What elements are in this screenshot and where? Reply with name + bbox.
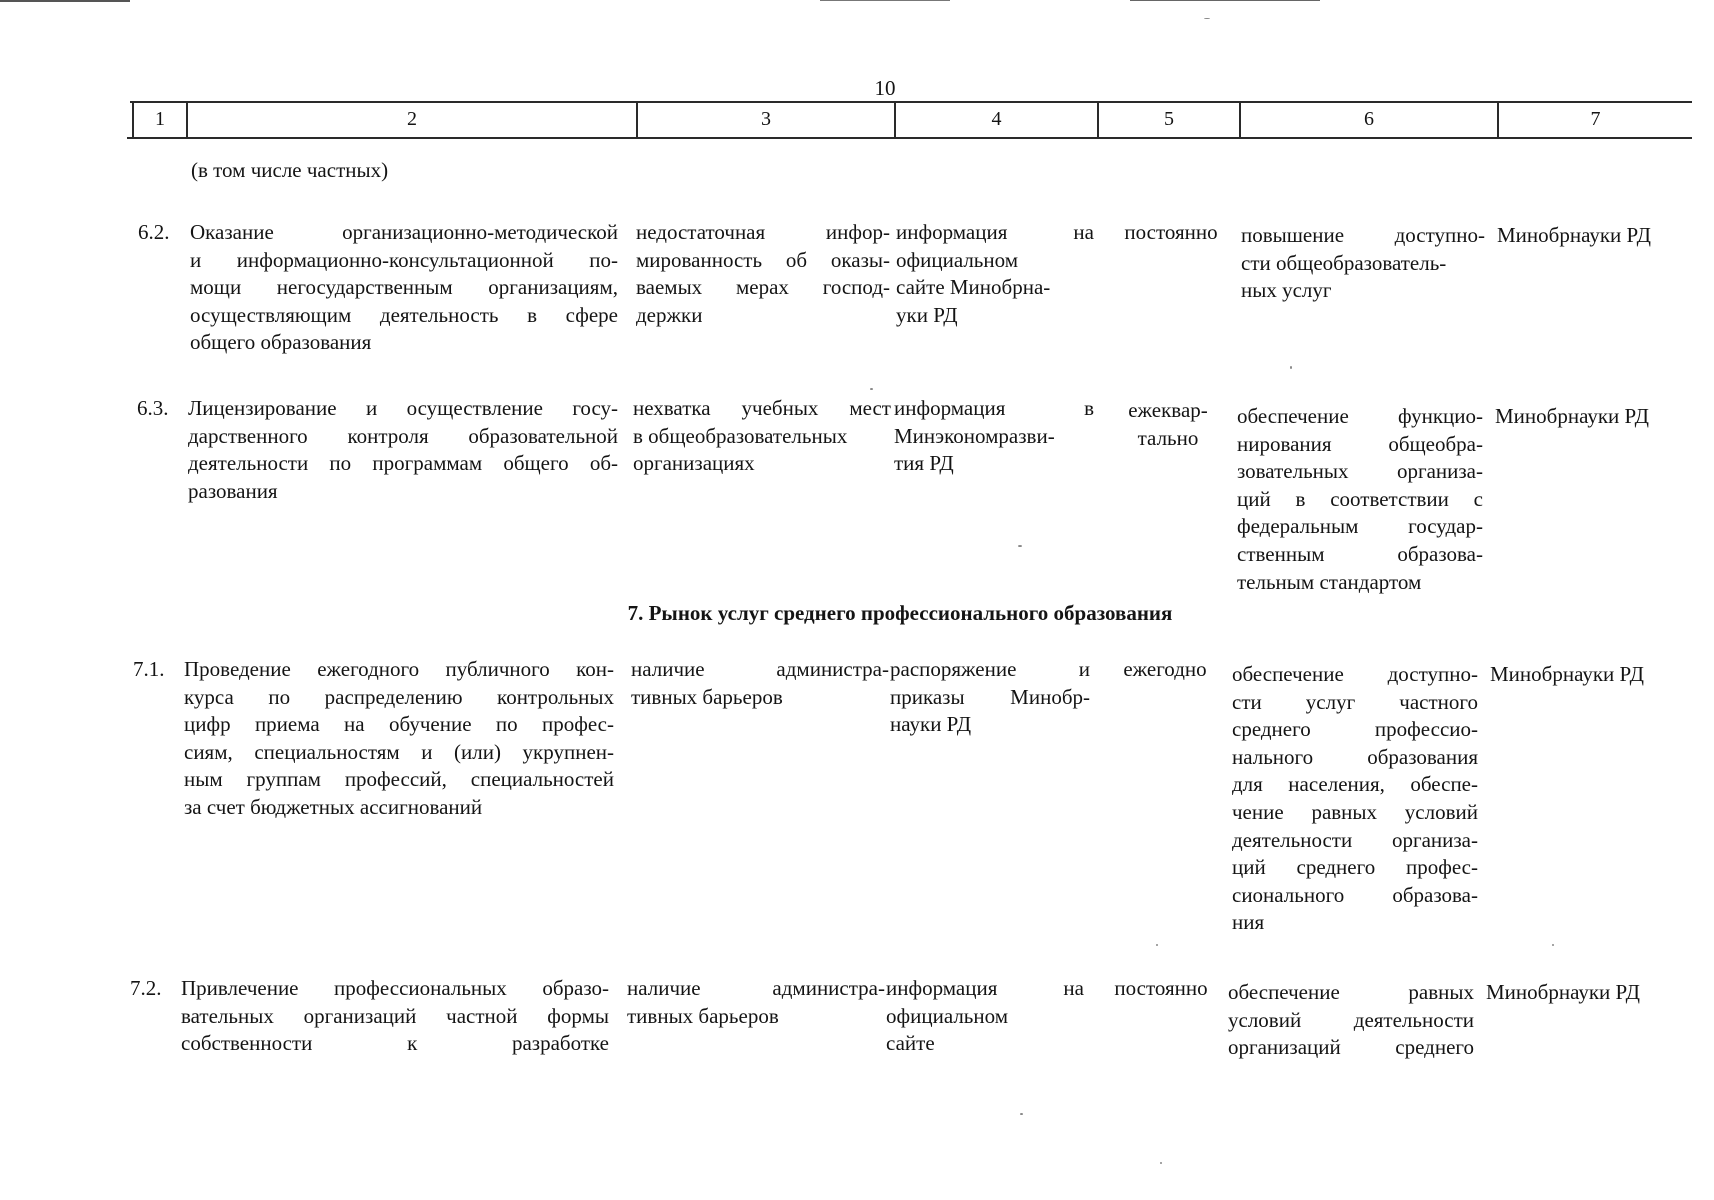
header-bottom-rule: [127, 137, 1692, 139]
document-cell: информация на официальном сайте: [886, 976, 1084, 1056]
problem-cell: наличие администра- тивных барьеров: [627, 976, 885, 1028]
row-number: 7.2.: [130, 976, 162, 1000]
section-title: 7. Рынок услуг среднего профессионального образования: [627, 601, 1173, 625]
row-number: 6.2.: [138, 220, 170, 244]
scan-speck: [1156, 944, 1158, 946]
header-col-2: 2: [407, 108, 417, 130]
continuation-text: (в том числе частных): [191, 158, 389, 182]
scan-speck: [1018, 545, 1022, 547]
problem-cell: нехватка учебных мест в общеобразовательных организациях: [633, 396, 891, 476]
scan-speck: [1020, 1113, 1023, 1115]
responsible-cell: Минобрнауки РД: [1495, 404, 1649, 428]
responsible-cell: Минобрнауки РД: [1490, 662, 1644, 686]
scan-speck: [1160, 1162, 1162, 1164]
header-col-6: 6: [1364, 108, 1374, 130]
document-cell: информация в Минэкономразви- тия РД: [894, 396, 1094, 476]
header-col-7: 7: [1590, 108, 1601, 130]
header-col-4: 4: [991, 108, 1002, 130]
result-cell: повышение доступно- сти общеобразователь- ных услуг: [1241, 223, 1485, 303]
problem-cell: недостаточная инфор- мированность об оказы- ваемых мерах господ- держки: [636, 220, 890, 327]
problem-cell: наличие администра- тивных барьеров: [631, 657, 889, 709]
scan-edge-mark: [1130, 0, 1320, 1]
header-col-5: 5: [1164, 108, 1174, 130]
scan-speck: [870, 388, 873, 390]
deadline-cell: ежегодно: [1123, 657, 1207, 681]
scan-speck: [1204, 18, 1210, 19]
deadline-cell: постоянно: [1114, 976, 1208, 1000]
result-cell: обеспечение доступно- сти услуг частного среднего профессио- нального образования для населения, обеспе- чение равных условий деятельности организа- ций среднего профес- сионального образова- ния: [1232, 662, 1478, 935]
scan-edge-mark: [820, 0, 950, 1]
header-col-1: 1: [155, 108, 165, 130]
activity-cell: Лицензирование и осуществление госу- дарственного контроля образовательной деятельности по программам общего об- разования: [188, 396, 618, 503]
deadline-cell: ежеквар- тально: [1128, 398, 1208, 450]
document-cell: распоряжение и приказы Минобр- науки РД: [890, 657, 1090, 737]
scan-speck: [1552, 944, 1554, 946]
document-cell: информация на официальном сайте Минобрна- уки РД: [896, 220, 1094, 327]
result-cell: обеспечение равных условий деятельности организаций среднего: [1228, 980, 1474, 1060]
activity-cell: Проведение ежегодного публичного кон- курса по распределению контрольных цифр приема на обучение по профес- сиям, специальностям и (или) укрупнен- ным группам профессий, специальностей за счет бюджетных ассигнований: [184, 657, 614, 819]
deadline-cell: постоянно: [1124, 220, 1218, 244]
row-number: 7.1.: [133, 657, 165, 681]
result-cell: обеспечение функцио- нирования общеобра- зовательных организа- ций в соответствии с федеральным государ- ственным образова- тельным стандартом: [1237, 404, 1483, 594]
responsible-cell: Минобрнауки РД: [1497, 223, 1651, 247]
scan-edge-mark: [0, 0, 130, 2]
activity-cell: Привлечение профессиональных образо- вательных организаций частной формы собственности к разработке: [181, 976, 609, 1056]
row-number: 6.3.: [137, 396, 169, 420]
activity-cell: Оказание организационно-методической и информационно-консультационной по- мощи негосударственным организациям, осуществляющим деятельность в сфере общего образования: [190, 220, 618, 355]
header-col-3: 3: [761, 108, 771, 130]
responsible-cell: Минобрнауки РД: [1486, 980, 1640, 1004]
page-number: 10: [874, 76, 896, 100]
scan-speck: [1290, 366, 1292, 369]
